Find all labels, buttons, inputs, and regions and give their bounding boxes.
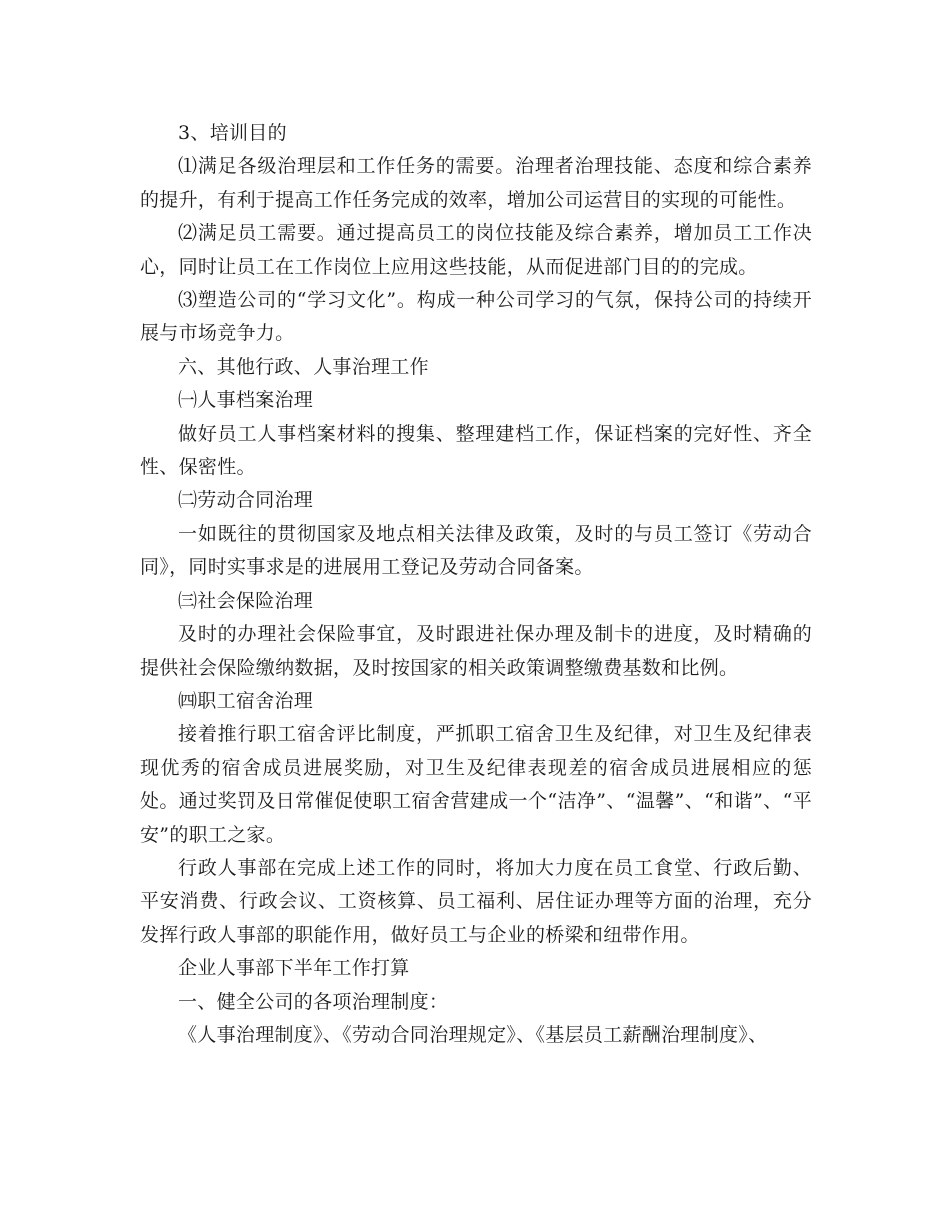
document-body — [140, 117, 812, 1052]
paragraph-purpose-1: ⑴满足各级治理层和工作任务的需要。治理者治理技能、态度和综合素养的提升，有利于提高工作任务完成的效率，增加公司运营目的实现的可能性。 — [140, 155, 812, 211]
paragraph-dormitory: 接着推行职工宿舍评比制度，严抓职工宿舍卫生及纪律，对卫生及纪律表现优秀的宿舍成员进展奖励，对卫生及纪律表现差的宿舍成员进展相应的惩处。通过奖罚及日常催促使职工宿舍营建成一个“洁净”、“温馨”、“和谐”、“平安”的职工之家。 — [140, 723, 812, 846]
paragraph-hr-summary: 行政人事部在完成上述工作的同时，将加大力度在员工食堂、行政后勤、平安消费、行政会议、工资核算、员工福利、居住证办理等方面的治理，充分发挥行政人事部的职能作用，做好员工与企业的桥梁和纽带作用。 — [140, 856, 812, 946]
paragraph-purpose-3: ⑶塑造公司的“学习文化”。构成一种公司学习的气氛，保持公司的持续开展与市场竞争力。 — [140, 289, 812, 345]
paragraph-labor-contract: 一如既往的贯彻国家及地点相关法律及政策，及时的与员工签订《劳动合同》，同时实事求是的进展用工登记及劳动合同备案。 — [140, 522, 812, 579]
paragraph-archives: 做好员工人事档案材料的搜集、整理建档工作，保证档案的完好性、齐全性、保密性。 — [140, 422, 812, 479]
heading-training-purpose: 3、培训目的 — [178, 122, 287, 144]
paragraph-purpose-2: ⑵满足员工需要。通过提高员工的岗位技能及综合素养，增加员工工作决心，同时让员工在工作岗位上应用这些技能，从而促进部门目的的完成。 — [140, 222, 812, 278]
heading-second-half-plan: 企业人事部下半年工作打算 — [178, 957, 410, 980]
paragraph-plan-regulations: 《人事治理制度》、《劳动合同治理规定》、《基层员工薪酬治理制度》、 — [178, 1023, 768, 1046]
heading-section-six: 六、其他行政、人事治理工作 — [178, 355, 429, 378]
subheading-dormitory: ㈣职工宿舍治理 — [178, 689, 314, 712]
subheading-social-insurance: ㈢社会保险治理 — [178, 589, 314, 612]
heading-plan-one: 一、健全公司的各项治理制度： — [178, 990, 449, 1013]
subheading-labor-contract: ㈡劳动合同治理 — [178, 489, 314, 512]
paragraph-social-insurance: 及时的办理社会保险事宜，及时跟进社保办理及制卡的进度，及时精确的提供社会保险缴纳数据，及时按国家的相关政策调整缴费基数和比例。 — [140, 623, 812, 679]
subheading-archives: ㈠人事档案治理 — [178, 389, 314, 412]
